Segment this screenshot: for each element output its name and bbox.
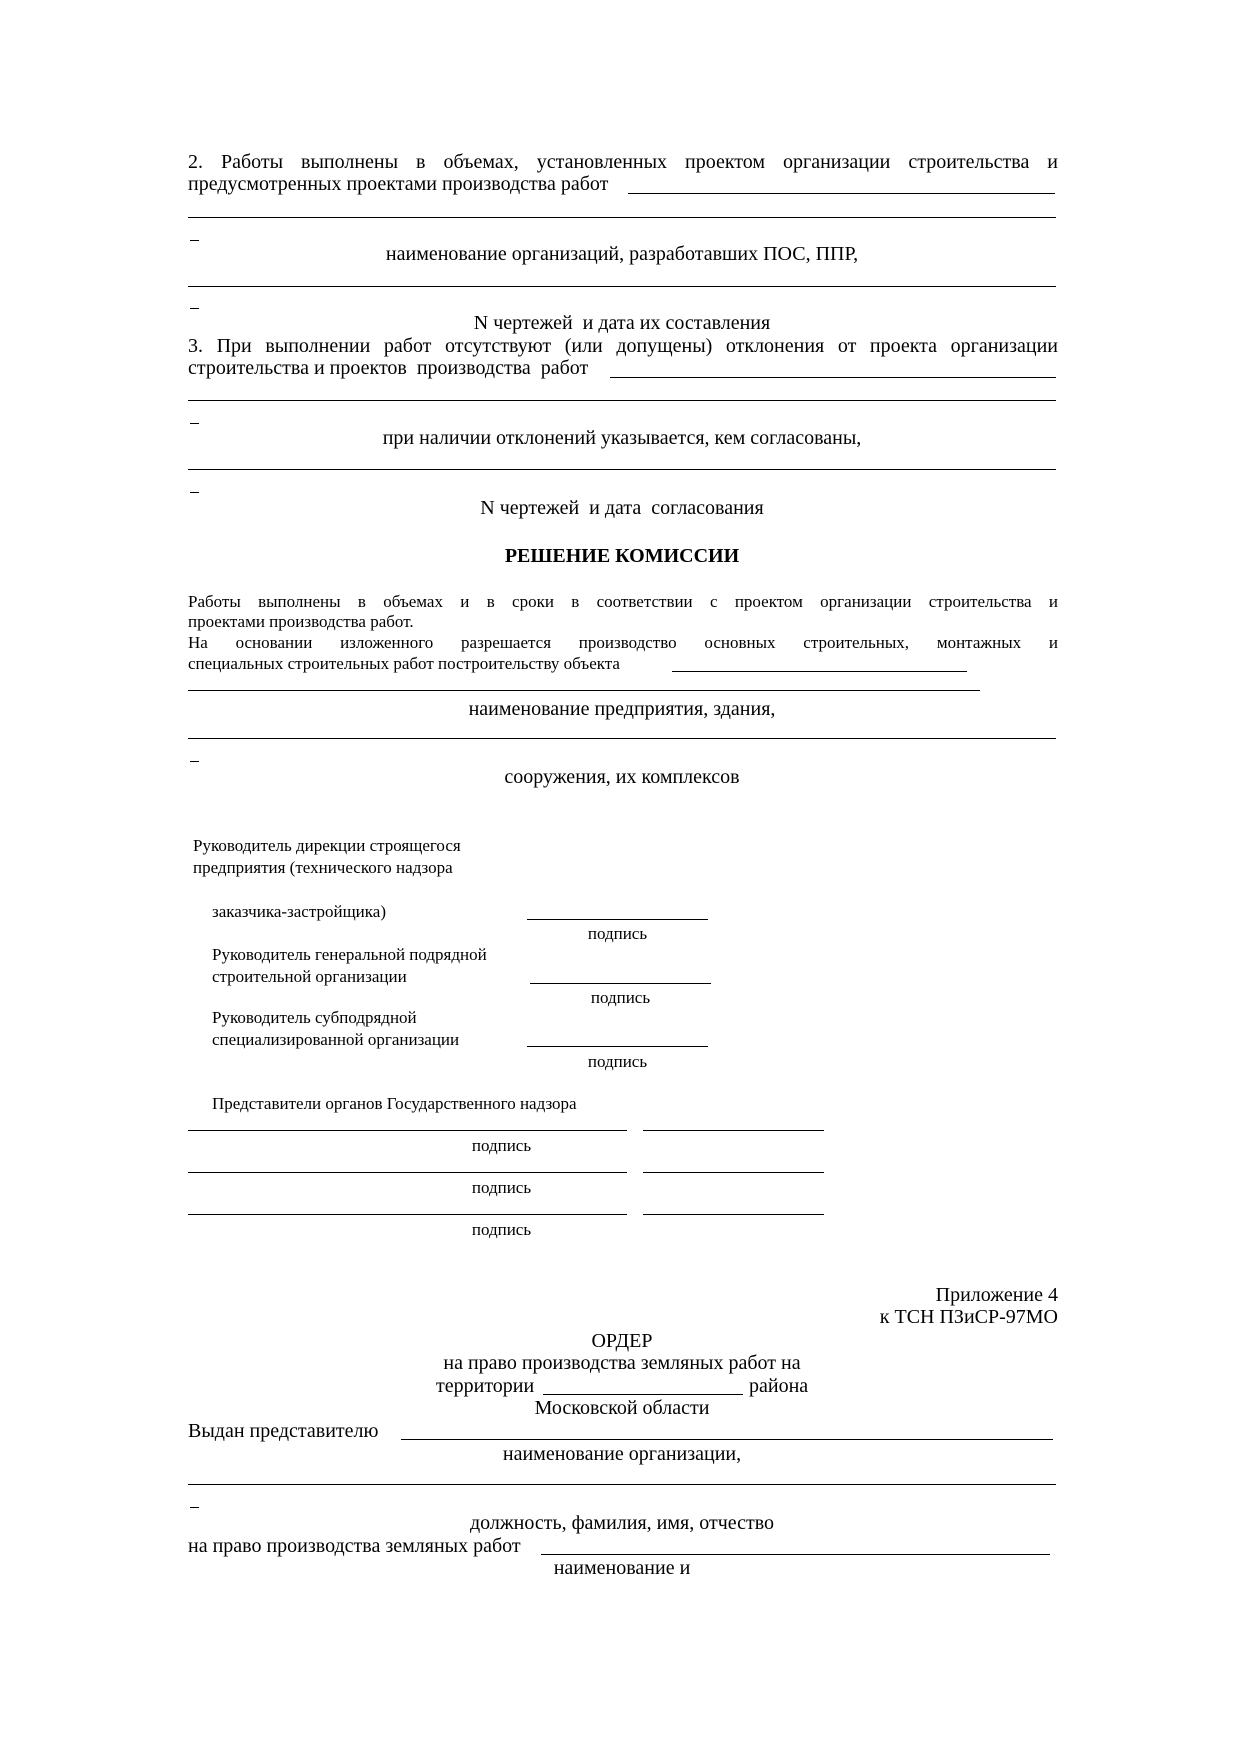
signature-caption: подпись bbox=[587, 924, 648, 943]
signature-line bbox=[643, 1172, 824, 1173]
order-caption3: наименование и bbox=[553, 1557, 691, 1579]
line-continuation bbox=[190, 492, 199, 493]
signature-line bbox=[643, 1214, 824, 1215]
blank-field bbox=[188, 217, 1056, 218]
signature-line bbox=[643, 1130, 824, 1131]
order-caption1: наименование организации, bbox=[502, 1443, 742, 1465]
blank-field bbox=[188, 1484, 1056, 1485]
sub-label-line2: специализированной организации bbox=[212, 1030, 460, 1049]
general-label-line1: Руководитель генеральной подрядной bbox=[212, 945, 487, 964]
decision-p1-line2: проектами производства работ. bbox=[188, 612, 414, 631]
order-line1: на право производства земляных работ на bbox=[443, 1352, 801, 1374]
signature-caption: подпись bbox=[471, 1220, 532, 1239]
director-label-line1: Руководитель дирекции строящегося bbox=[193, 836, 461, 855]
section2-caption1: наименование организаций, разработавших ПОС, ППР, bbox=[385, 243, 859, 265]
signature-caption: подпись bbox=[590, 988, 651, 1007]
line-continuation bbox=[190, 240, 199, 241]
section2-line2: предусмотренных проектами производства работ bbox=[188, 173, 609, 195]
signature-caption: подпись bbox=[471, 1178, 532, 1197]
district-field bbox=[543, 1394, 743, 1395]
line-continuation bbox=[190, 308, 199, 309]
blank-field bbox=[628, 193, 1055, 194]
blank-field bbox=[188, 400, 1056, 401]
signature-line bbox=[530, 983, 711, 984]
blank-field bbox=[672, 671, 967, 672]
order-issued-to: Выдан представителю bbox=[188, 1420, 379, 1442]
order-line3: Московской области bbox=[534, 1397, 710, 1419]
order-title: ОРДЕР bbox=[591, 1330, 653, 1352]
blank-field bbox=[188, 469, 1056, 470]
representative-field bbox=[401, 1439, 1053, 1440]
state-reps-label: Представители органов Государственного надзора bbox=[212, 1094, 577, 1113]
line-continuation bbox=[190, 1507, 199, 1508]
section3-caption2: N чертежей и дата согласования bbox=[480, 497, 764, 519]
decision-p2-line1: На основании изложенного разрешается производство основных строительных, монтажных и bbox=[188, 633, 1058, 652]
name-line bbox=[188, 1172, 627, 1173]
line-continuation bbox=[190, 423, 199, 424]
section2-caption2: N чертежей и дата их составления bbox=[473, 312, 771, 334]
name-line bbox=[188, 1214, 627, 1215]
section3-caption1: при наличии отклонений указывается, кем согласованы, bbox=[382, 427, 862, 449]
blank-field bbox=[188, 286, 1056, 287]
signature-line bbox=[527, 1046, 708, 1047]
director-label-line2: предприятия (технического надзора bbox=[193, 858, 453, 877]
appendix-line1: Приложение 4 bbox=[935, 1284, 1058, 1306]
general-label-line2: строительной организации bbox=[212, 967, 407, 986]
name-line bbox=[188, 1130, 627, 1131]
signature-caption: подпись bbox=[587, 1052, 648, 1071]
section3-line1: 3. При выполнении работ отсутствуют (или допущены) отклонения от проекта организации bbox=[188, 335, 1058, 357]
decision-p1-line1: Работы выполнены в объемах и в сроки в соответствии с проектом организации строительства и bbox=[188, 592, 1058, 611]
order-right-line: на право производства земляных работ bbox=[188, 1535, 521, 1557]
blank-field bbox=[188, 690, 980, 691]
blank-field bbox=[610, 377, 1056, 378]
decision-caption2: сооружения, их комплексов bbox=[504, 766, 740, 788]
director-label-line3: заказчика-застройщика) bbox=[212, 902, 386, 921]
line-continuation bbox=[190, 761, 199, 762]
order-caption2: должность, фамилия, имя, отчество bbox=[469, 1512, 775, 1534]
sub-label-line1: Руководитель субподрядной bbox=[212, 1008, 417, 1027]
decision-p2-line2: специальных строительных работ построительству объекта bbox=[188, 654, 620, 673]
signature-caption: подпись bbox=[471, 1136, 532, 1155]
order-line2-suffix: района bbox=[749, 1375, 809, 1397]
decision-caption1: наименование предприятия, здания, bbox=[468, 698, 776, 720]
section2-line1: 2. Работы выполнены в объемах, установленных проектом организации строительства и bbox=[188, 151, 1058, 173]
blank-field bbox=[188, 738, 1056, 739]
appendix-line2: к ТСН ПЗиСР-97МО bbox=[879, 1306, 1058, 1328]
order-line2-prefix: территории bbox=[436, 1375, 535, 1397]
blank-field bbox=[541, 1554, 1050, 1555]
section3-line2: строительства и проектов производства работ bbox=[188, 357, 589, 379]
decision-heading: РЕШЕНИЕ КОМИССИИ bbox=[504, 545, 740, 567]
signature-line bbox=[527, 919, 708, 920]
